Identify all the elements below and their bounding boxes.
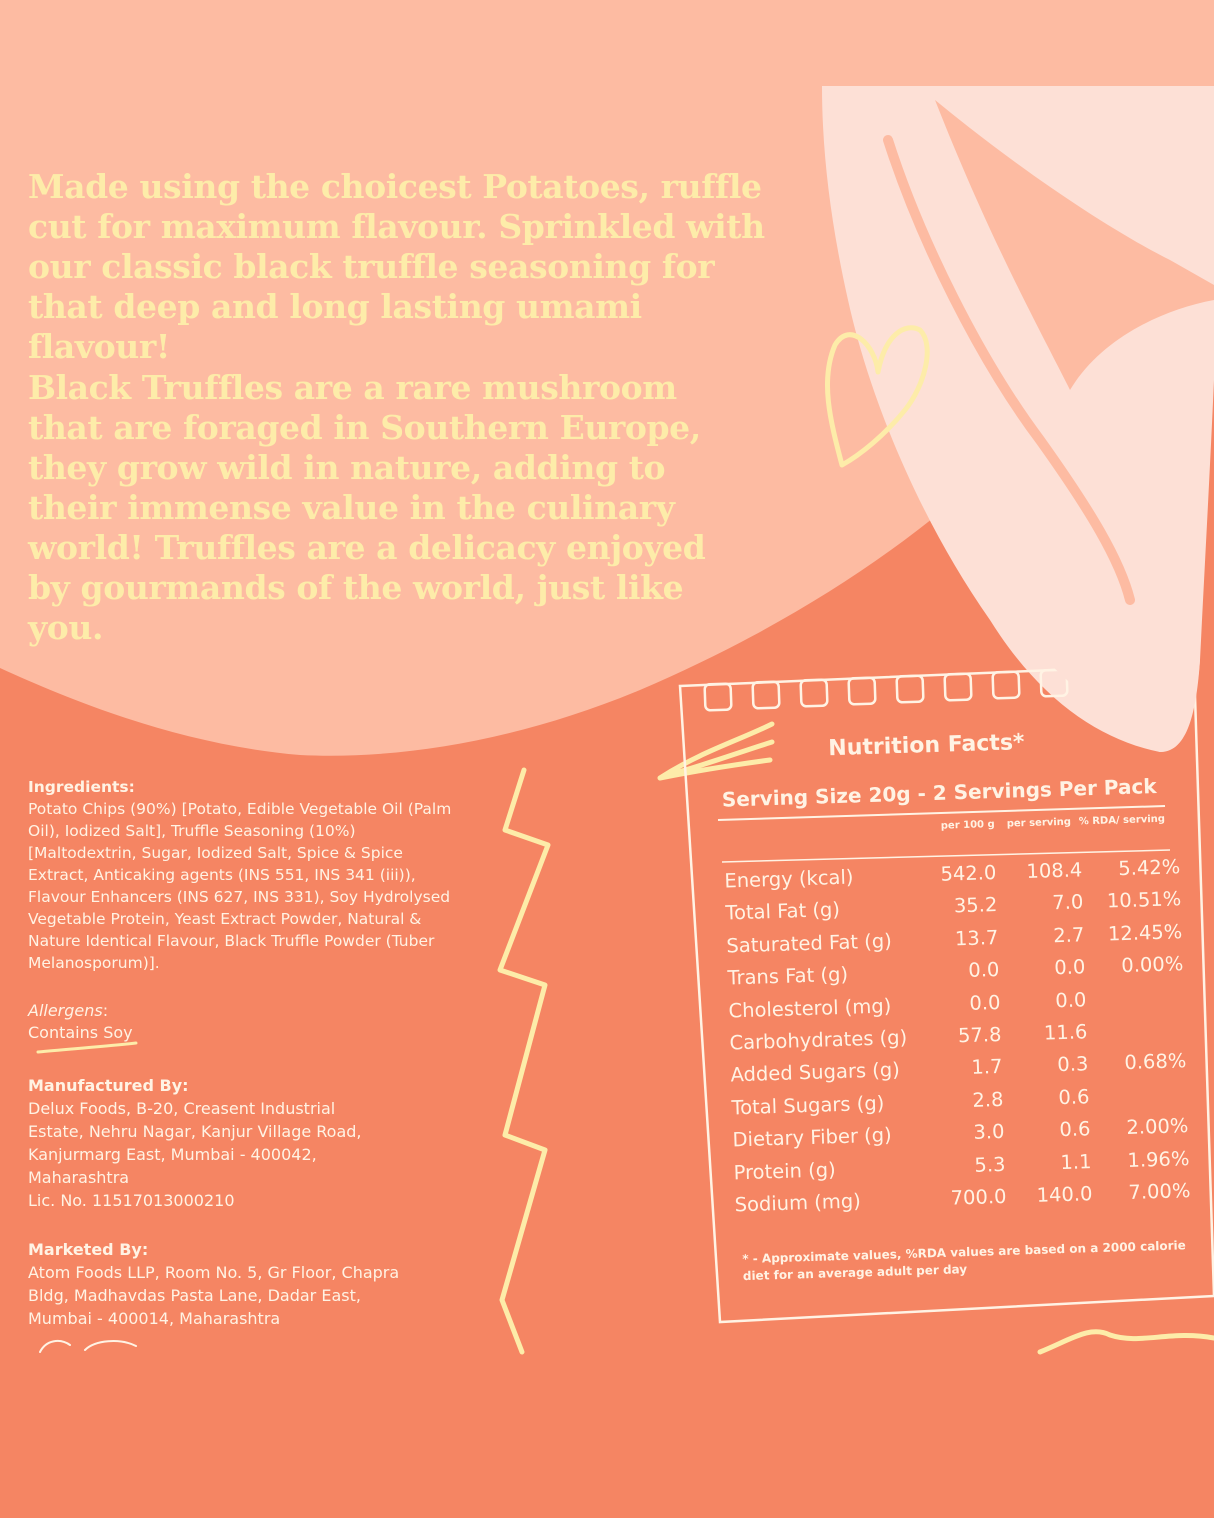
value-per-100g: 13.7 bbox=[954, 925, 999, 951]
value-rda: 12.45% bbox=[1107, 920, 1183, 946]
allergens-heading: Allergens bbox=[28, 1001, 103, 1020]
nutrient-name: Carbohydrates (g) bbox=[729, 1025, 908, 1055]
value-rda: 0.68% bbox=[1124, 1049, 1187, 1075]
marketer-section bbox=[28, 1238, 468, 1330]
column-header-rda: % RDA/ serving bbox=[1078, 813, 1166, 828]
value-per-serving: 140.0 bbox=[1036, 1182, 1093, 1207]
marketer-line: Mumbai - 400014, Maharashtra bbox=[28, 1309, 281, 1328]
value-per-serving: 0.3 bbox=[1057, 1052, 1089, 1077]
manufacturer-line: Estate, Nehru Nagar, Kanjur Village Road, bbox=[28, 1122, 362, 1141]
marketer-line: Bldg, Madhavdas Pasta Lane, Dadar East, bbox=[28, 1286, 361, 1305]
marketer-line: Atom Foods LLP, Room No. 5, Gr Floor, Chapra bbox=[28, 1263, 400, 1282]
column-header-per-100g: per 100 g bbox=[940, 819, 995, 832]
nutrition-title: Nutrition Facts* bbox=[827, 730, 1025, 762]
value-per-serving: 0.6 bbox=[1058, 1084, 1090, 1109]
nutrient-name: Total Fat (g) bbox=[725, 898, 841, 925]
nutrient-name: Sodium (mg) bbox=[734, 1189, 862, 1217]
manufacturer-heading: Manufactured By: bbox=[28, 1076, 189, 1095]
allergens-heading-colon: : bbox=[102, 1001, 109, 1020]
value-rda: 0.00% bbox=[1120, 952, 1184, 978]
nutrient-name: Trans Fat (g) bbox=[727, 962, 849, 990]
allergens-heading-line bbox=[28, 1000, 468, 1022]
manufacturer-line: Delux Foods, B-20, Creasent Industrial bbox=[28, 1099, 336, 1118]
value-rda: 7.00% bbox=[1128, 1179, 1191, 1205]
nutrient-name: Saturated Fat (g) bbox=[726, 929, 893, 958]
nutrient-name: Cholesterol (mg) bbox=[728, 993, 892, 1023]
value-per-100g: 542.0 bbox=[940, 861, 997, 886]
value-per-serving: 0.0 bbox=[1053, 955, 1086, 980]
value-rda: 10.51% bbox=[1106, 887, 1182, 913]
value-rda: 2.00% bbox=[1126, 1114, 1189, 1140]
serving-size: Serving Size 20g - 2 Servings Per Pack bbox=[721, 773, 1157, 812]
ingredients-section bbox=[28, 776, 458, 974]
value-rda: 5.42% bbox=[1117, 855, 1181, 881]
value-per-serving: 0.6 bbox=[1059, 1117, 1091, 1142]
nutrient-name: Added Sugars (g) bbox=[730, 1058, 901, 1087]
description-paragraph-1: Made using the choicest Potatoes, ruffle cut for maximum flavour. Sprinkled with our classic black truffle seasoning for that deep and long lasting umami flavour! bbox=[28, 167, 765, 366]
nutrient-name: Dietary Fiber (g) bbox=[732, 1123, 893, 1152]
ingredients-text: Potato Chips (90%) [Potato, Edible Vegetable Oil (Palm Oil), Iodized Salt], Truffle Seasoning (10%) [Maltodextrin, Sugar, Iodized Salt, Spice & Spice Extract, Anticaking agents (INS 551, INS 341 (iii)), Flavour Enhancers (INS 627, INS 331), Soy Hydrolysed Vegetable Protein, Yeast Extract Powder, Natural & Nature Identical Flavour, Black Truffle Powder (Tuber Melanosporum)]. bbox=[28, 800, 452, 972]
value-per-100g: 5.3 bbox=[974, 1152, 1006, 1177]
manufacturer-section bbox=[28, 1074, 468, 1212]
nutrient-name: Energy (kcal) bbox=[724, 865, 854, 893]
value-per-serving: 11.6 bbox=[1043, 1020, 1088, 1045]
allergens-section bbox=[28, 1000, 468, 1045]
value-per-100g: 3.0 bbox=[973, 1120, 1005, 1145]
manufacturer-line: Kanjurmarg East, Mumbai - 400042, bbox=[28, 1145, 317, 1164]
value-per-serving: 0.0 bbox=[1054, 987, 1087, 1012]
value-per-100g: 35.2 bbox=[953, 893, 998, 918]
value-per-100g: 0.0 bbox=[967, 958, 1000, 983]
description-paragraph-2: Black Truffles are a rare mushroom that are foraged in Southern Europe, they grow wild in nature, adding to their immense value in the culinary world! Truffles are a delicacy enjoyed by gourmands of the world, just like you. bbox=[28, 368, 706, 647]
value-per-serving: 1.1 bbox=[1060, 1149, 1092, 1174]
value-per-100g: 57.8 bbox=[957, 1022, 1002, 1048]
value-per-serving: 108.4 bbox=[1026, 858, 1083, 884]
ingredients-heading: Ingredients: bbox=[28, 778, 135, 796]
manufacturer-licence: Lic. No. 11517013000210 bbox=[28, 1191, 235, 1210]
value-per-100g: 2.8 bbox=[972, 1087, 1004, 1112]
value-per-serving: 2.7 bbox=[1052, 923, 1085, 948]
marketer-heading: Marketed By: bbox=[28, 1240, 149, 1259]
value-per-100g: 700.0 bbox=[950, 1184, 1007, 1210]
value-per-100g: 0.0 bbox=[969, 990, 1001, 1015]
value-per-serving: 7.0 bbox=[1051, 890, 1084, 915]
nutrient-name: Total Sugars (g) bbox=[731, 1091, 885, 1120]
nutrient-name: Protein (g) bbox=[733, 1157, 837, 1184]
allergens-text: Contains Soy bbox=[28, 1023, 133, 1043]
value-per-100g: 1.7 bbox=[971, 1055, 1003, 1080]
value-rda: 1.96% bbox=[1127, 1146, 1190, 1172]
column-header-per-serving: per serving bbox=[1006, 816, 1072, 830]
manufacturer-line: Maharashtra bbox=[28, 1168, 130, 1187]
nutrition-footnote: * - Approximate values, %RDA values are based on a 2000 calorie diet for an average adult per day bbox=[742, 1238, 1187, 1284]
